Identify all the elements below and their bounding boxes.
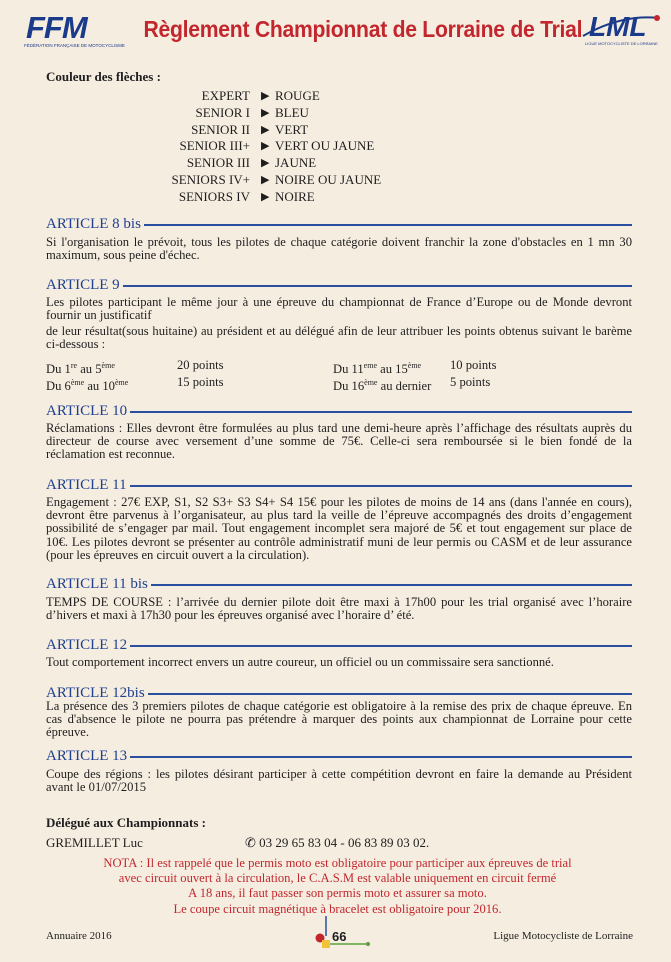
arrow-right-icon: ▶: [261, 157, 270, 170]
article-11bis-heading: [46, 575, 632, 593]
delegue-phone: ✆ 03 29 65 83 04 - 06 83 89 03 02.: [245, 835, 430, 850]
delegue-name: GREMILLET Luc: [46, 835, 143, 850]
article-12-heading: [46, 636, 632, 654]
arrow-right-icon: ▶: [261, 106, 270, 119]
arrow-color-value: NOIRE OU JAUNE: [275, 171, 382, 187]
page-number: 66: [332, 929, 347, 944]
arrow-color-value: JAUNE: [275, 155, 317, 171]
article-9-text-2: de leur résultat(sous huitaine) au président et au délégué afin de leur attribuer les points obtenus suivant le barème ci-dessous :: [46, 324, 632, 352]
points-range: Du 6ème au 10ème: [46, 378, 129, 394]
heading-rule: [46, 411, 632, 413]
category-label: SENIOR III+: [179, 138, 250, 154]
article-9-text-1: Les pilotes participant le même jour à une épreuve du championnat de France d’Europe ou de Monde devront fournir un justificatif: [46, 295, 632, 323]
article-10-text: Réclamations : Elles devront être formulées au plus tard une demi-heure après l’affichage des résultats auprès du directeur de course avec versement d’une somme de 75€. Celle-ci sera remboursée si le bien fondé de la réclamation est reconnue.: [46, 421, 632, 462]
points-value: 20 points: [177, 358, 224, 372]
heading-rule: [46, 485, 632, 487]
arrow-color-row: [46, 189, 446, 206]
article-12bis-text: La présence des 3 premiers pilotes de chaque catégorie est obligatoire à la remise des prix de chaque épreuve. En cas d'absence le pilote ne pourra pas prétendre à marquer des points aux championnat de Lorraine pour cette épreuve.: [46, 699, 632, 740]
points-value: 5 points: [450, 375, 491, 389]
lml-logo: [581, 12, 661, 48]
footer-ligue: Ligue Motocycliste de Lorraine: [493, 930, 633, 942]
arrow-right-icon: ▶: [261, 190, 270, 203]
category-label: SENIOR II: [191, 121, 250, 137]
arrow-color-value: VERT: [275, 121, 309, 137]
arrow-color-row: [46, 155, 446, 172]
page-number-badge: [312, 914, 372, 950]
arrow-right-icon: ▶: [261, 90, 270, 102]
arrow-color-row: [46, 172, 446, 189]
article-13-text: Coupe des régions : les pilotes désirant participer à cette compétition devront en faire la demande au Président avant le 01/07/2015: [46, 767, 632, 795]
category-label: SENIORS IV: [178, 188, 250, 204]
article-12-text: Tout comportement incorrect envers un autre coureur, un officiel ou un commissaire sera sanctionné.: [46, 655, 554, 669]
arrow-color-row: [46, 105, 446, 122]
article-11-heading: [46, 476, 632, 494]
article-title: ARTICLE 13: [46, 747, 130, 765]
nota-line: Le coupe circuit magnétique à bracelet est obligatoire pour 2016.: [173, 901, 502, 916]
lml-logo-subtitle: LIGUE MOTOCYCLISTE DE LORRAINE: [585, 41, 658, 46]
arrow-colors-table: [46, 88, 446, 206]
nota-line: avec circuit ouvert à la circulation, le C.A.S.M est valable uniquement en circuit fermé: [118, 871, 557, 886]
article-title: ARTICLE 10: [46, 402, 130, 420]
category-label: SENIOR III: [186, 155, 250, 171]
arrow-color-row: [46, 122, 446, 139]
article-title: ARTICLE 12bis: [46, 684, 148, 702]
nota-line: NOTA : Il est rappelé que le permis moto est obligatoire pour participer aux épreuves de trial: [103, 856, 572, 870]
delegue-title: Délégué aux Championnats :: [46, 815, 206, 830]
heading-rule: [46, 285, 632, 287]
points-range: Du 16ème au dernier: [333, 378, 432, 394]
page-title: Règlement Championnat de Lorraine de Trial: [143, 16, 583, 42]
article-13-heading: [46, 747, 632, 765]
ffm-logo-text: FFM: [26, 10, 87, 45]
ffm-logo-subtitle: FÉDÉRATION FRANÇAISE DE MOTOCYCLISME: [24, 43, 125, 48]
lml-logo-text: LML: [589, 11, 647, 42]
points-range: Du 11eme au 15ème: [333, 361, 422, 377]
category-label: EXPERT: [201, 88, 250, 103]
footer-annuaire: Annuaire 2016: [46, 930, 112, 942]
arrow-color-value: ROUGE: [275, 88, 320, 103]
article-title: ARTICLE 9: [46, 276, 123, 294]
arrow-color-row: [46, 138, 446, 155]
arrow-right-icon: ▶: [261, 173, 270, 186]
ffm-logo: [22, 10, 125, 50]
heading-rule: [46, 756, 632, 758]
arrow-color-value: BLEU: [275, 104, 309, 120]
arrow-color-value: VERT OU JAUNE: [275, 138, 375, 154]
nota-line: A 18 ans, il faut passer son permis moto et assurer sa moto.: [188, 886, 487, 901]
page-header: [0, 0, 671, 58]
arrow-colors-title: Couleur des flèches :: [46, 69, 161, 84]
article-9-heading: [46, 276, 632, 294]
article-title: ARTICLE 11 bis: [46, 575, 151, 593]
arrow-right-icon: ▶: [261, 123, 270, 136]
points-value: 10 points: [450, 358, 497, 372]
category-label: SENIOR I: [195, 104, 250, 120]
article-8bis-text: Si l'organisation le prévoit, tous les pilotes de chaque catégorie doivent franchir la zone d'obstacles en 1 mn 30 maximum, sous peine d'échec.: [46, 235, 632, 263]
article-title: ARTICLE 12: [46, 636, 130, 654]
article-title: ARTICLE 11: [46, 476, 130, 494]
points-range: Du 1re au 5ème: [46, 361, 115, 377]
article-8bis-heading: [46, 215, 632, 233]
heading-rule: [46, 645, 632, 647]
category-label: SENIORS IV+: [171, 171, 250, 187]
arrow-right-icon: ▶: [261, 140, 270, 153]
points-value: 15 points: [177, 375, 224, 389]
nota-block: [60, 856, 615, 917]
article-11-text: Engagement : 27€ EXP, S1, S2 S3+ S3 S4+ S4 15€ pour les pilotes de moins de 14 ans (dans l'année en cours), devront être parvenus à l’organisateur, au plus tard la veille de l’épreuve accompagnés des droits d’engagement possibilité de s’engager par mail. Tout engagement incomplet sera majoré de 5€ et tout engagement sur place de 10€. Les pilotes devront se présenter au contrôle administratif muni de leur permis ou CASM et de leur assurance (pour les épreuves en circuit ouvert a la circulation).: [46, 495, 632, 562]
arrow-color-value: NOIRE: [275, 188, 315, 204]
article-11bis-text: TEMPS DE COURSE : l’arrivée du dernier pilote doit être maxi à 17h00 pour les trial organisé avec l’horaire d’hivers et maxi à 17h30 pour les épreuves organisé avec l’horaire d’ été.: [46, 595, 632, 623]
article-title: ARTICLE 8 bis: [46, 215, 144, 233]
article-10-heading: [46, 402, 632, 420]
arrow-color-row: [46, 88, 446, 105]
